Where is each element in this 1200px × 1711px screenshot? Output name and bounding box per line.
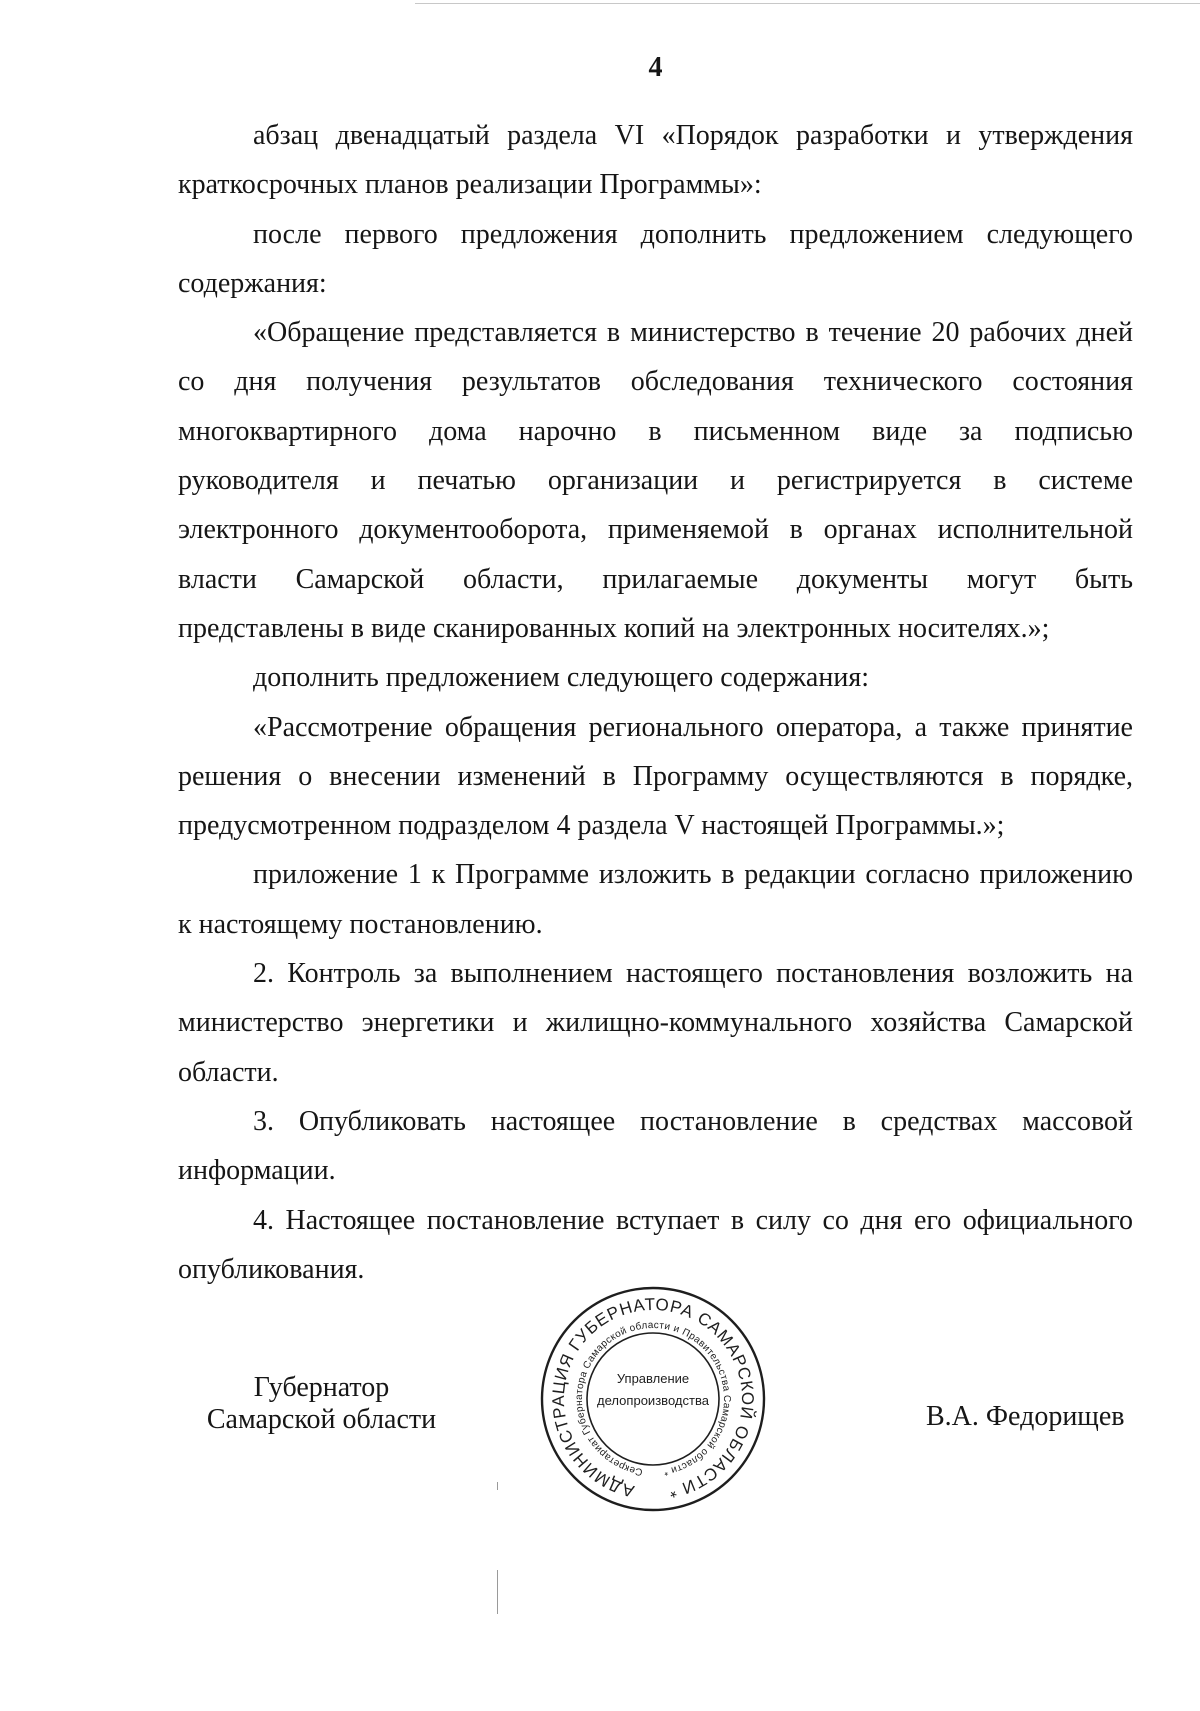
- seal-inner-text-path: Секретариат Губернатора Самарской области и Правительства Самарской области *: [573, 1319, 733, 1478]
- seal-center-line: Управление: [616, 1371, 690, 1386]
- document-body: [178, 111, 1133, 1294]
- official-seal: [533, 1279, 773, 1519]
- paragraph-line: предусмотренном подразделом 4 раздела V настоящей Программы.»;: [178, 810, 1005, 842]
- paragraph: [178, 308, 1133, 653]
- paragraph-line: к настоящему постановлению.: [178, 908, 543, 940]
- paragraph-line: опубликования.: [178, 1253, 365, 1285]
- paragraph: [178, 210, 1133, 309]
- paragraph-line: представлены в виде сканированных копий на электронных носителях.»;: [178, 612, 1050, 644]
- paragraph-line: со дня получения результатов обследования технического состояния: [178, 366, 1133, 398]
- page-number: 4: [648, 52, 663, 83]
- signatory-name: В.А. Федорищев: [926, 1401, 1125, 1432]
- paragraph-line: «Рассмотрение обращения регионального оператора, а также принятие: [253, 711, 1133, 743]
- scan-mark: [497, 1482, 498, 1490]
- paragraph-line: информации.: [178, 1155, 336, 1187]
- seal-outer-text-path: АДМИНИСТРАЦИЯ ГУБЕРНАТОРА САМАРСКОЙ ОБЛАСТИ *: [548, 1294, 758, 1502]
- scan-mark: [497, 1570, 498, 1614]
- paragraph-line: после первого предложения дополнить предложением следующего: [253, 218, 1133, 250]
- paragraph: [178, 111, 1133, 210]
- paragraph-line: дополнить предложением следующего содержания:: [253, 662, 869, 694]
- paragraph-line: 4. Настоящее постановление вступает в силу со дня его официального: [253, 1204, 1133, 1236]
- paragraph-line: приложение 1 к Программе изложить в редакции согласно приложению: [253, 859, 1133, 891]
- paragraph-line: 3. Опубликовать настоящее постановление в средствах массовой: [253, 1105, 1133, 1137]
- seal-center-line: делопроизводства: [597, 1393, 710, 1408]
- paragraph-line: решения о внесении изменений в Программу осуществляются в порядке,: [178, 760, 1133, 792]
- signatory-title-line: Самарской области: [206, 1404, 437, 1435]
- paragraph: [178, 949, 1133, 1097]
- paragraph-line: «Обращение представляется в министерство в течение 20 рабочих дней: [253, 317, 1133, 349]
- paragraph-line: 2. Контроль за выполнением настоящего постановления возложить на: [253, 958, 1133, 990]
- signatory-title: [180, 1372, 463, 1436]
- signatory-title-line: Губернатор: [253, 1372, 390, 1403]
- paragraph-line: электронного документооборота, применяемой в органах исполнительной: [178, 514, 1133, 546]
- paragraph: [178, 653, 1133, 702]
- paragraph-line: области.: [178, 1056, 279, 1088]
- paragraph-line: руководителя и печатью организации и регистрируется в системе: [178, 465, 1133, 497]
- paragraph: [178, 1097, 1133, 1196]
- paragraph-line: власти Самарской области, прилагаемые документы могут быть: [178, 563, 1133, 595]
- paragraph-line: краткосрочных планов реализации Программы»:: [178, 169, 762, 201]
- paragraph-line: абзац двенадцатый раздела VI «Порядок разработки и утверждения: [253, 120, 1133, 151]
- paragraph-line: многоквартирного дома нарочно в письменном виде за подписью: [178, 415, 1133, 447]
- paragraph: [178, 850, 1133, 949]
- paragraph: [178, 703, 1133, 851]
- paragraph-line: содержания:: [178, 267, 327, 299]
- scan-edge-line: [415, 3, 1200, 4]
- paragraph-line: министерство энергетики и жилищно-коммунального хозяйства Самарской: [178, 1007, 1133, 1039]
